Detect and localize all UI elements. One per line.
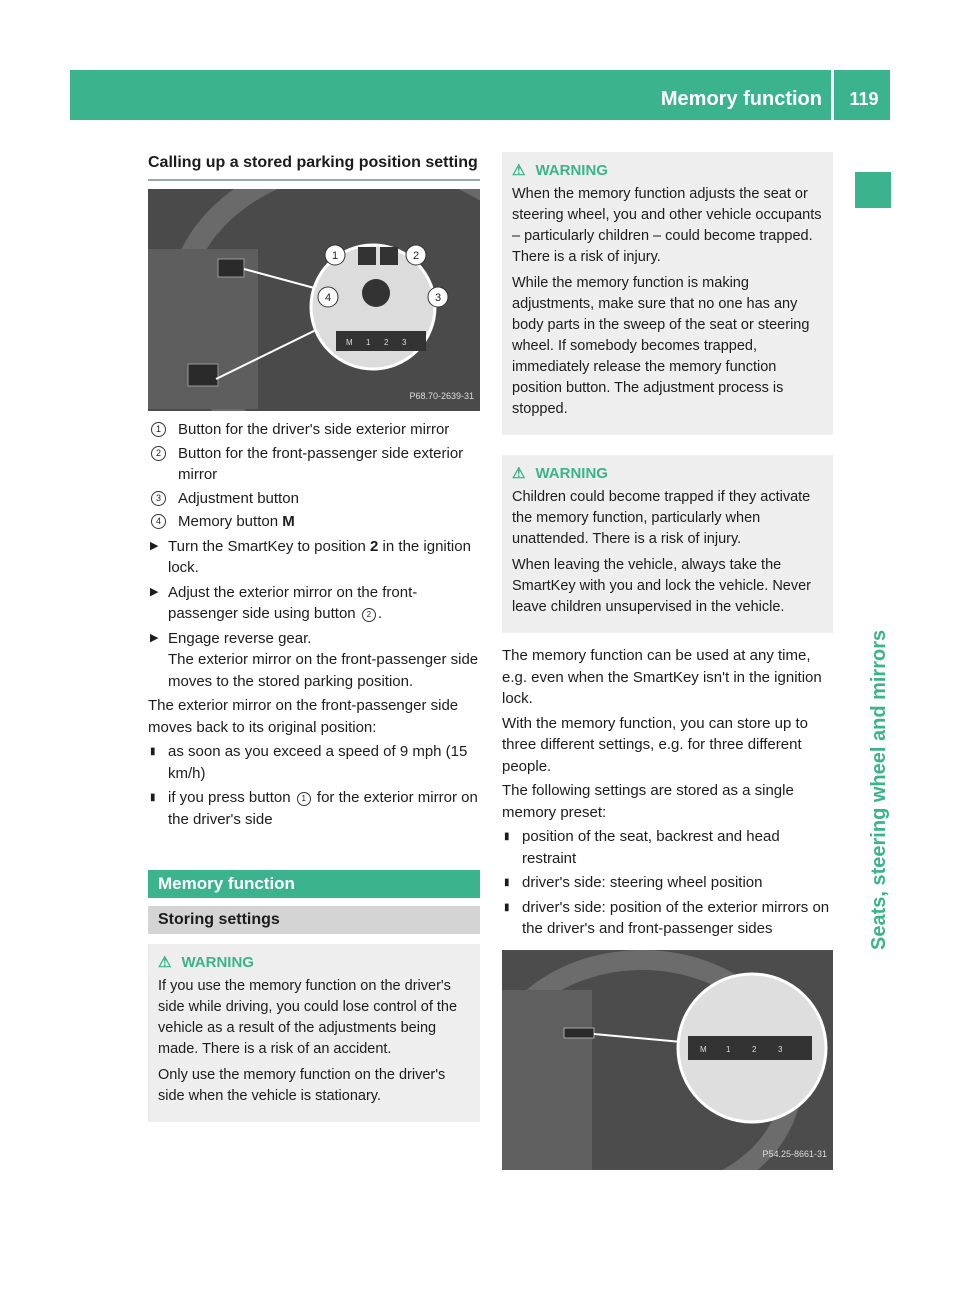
memory-key-3: 3 [778, 1044, 783, 1054]
callout-4: 4 [324, 292, 332, 304]
callout-3: 3 [434, 292, 442, 304]
step-arrow-icon: ▶ [150, 585, 159, 598]
list-item: ▮ position of the seat, backrest and head restraint [502, 826, 833, 869]
step-arrow-icon: ▶ [150, 539, 159, 552]
legend [148, 419, 480, 533]
mirror-controls-photo [148, 189, 480, 411]
warning-box: ⚠ WARNING Children could become trapped if they activate the memory function, particularly when unattended. There is a risk of injury. When leaving the vehicle, always take the SmartKey with you and lock the vehicle. Never leave children unsupervised in the vehicle. [502, 455, 833, 633]
bullet-icon: ▮ [150, 746, 156, 757]
legend-item: 4 Memory button M [148, 511, 480, 533]
list-item: ▮ if you press button 1 for the exterior mirror on the driver's side [148, 787, 480, 830]
bullet-icon: ▮ [504, 901, 510, 913]
step-arrow-icon: ▶ [150, 631, 159, 644]
memory-key-2: 2 [752, 1044, 757, 1054]
memory-key-2: 2 [384, 338, 389, 347]
warning-icon: ⚠ [512, 465, 526, 482]
memory-buttons-photo [502, 950, 833, 1170]
legend-item: 2 Button for the front-passenger side exterior mirror [148, 443, 480, 486]
warning-icon: ⚠ [512, 162, 526, 179]
paragraph: The exterior mirror on the front-passenger side moves back to its original position: [148, 697, 459, 736]
instruction-step: ▶ Engage reverse gear. The exterior mirror on the front-passenger side moves to the stored parking position. [148, 628, 480, 693]
callout-2: 2 [412, 250, 420, 262]
memory-key-m: M [700, 1044, 707, 1054]
image-code: P54.25-8661-31 [762, 1149, 827, 1159]
legend-item: 3 Adjustment button [148, 488, 480, 510]
page-number: 119 [849, 89, 879, 109]
warning-box: ⚠ WARNING If you use the memory function on the driver's side while driving, you could lose control of the vehicle as a result of the adjustments being made. There is a risk of an accident. Only use the memory function on the driver's side when the vehicle is stationary. [148, 944, 480, 1122]
section-title-bar: Memory function [148, 870, 480, 898]
memory-key-m: M [346, 338, 353, 347]
section-heading: Calling up a stored parking position setting [148, 152, 480, 181]
paragraph: With the memory function, you can store up to three different settings, e.g. for three different people. [502, 714, 808, 775]
bullet-icon: ▮ [150, 792, 156, 803]
mirror-controls-illustration [148, 189, 480, 411]
warning-box: ⚠ WARNING When the memory function adjusts the seat or steering wheel, you and other vehicle occupants – particularly children – could become trapped. There is a risk of injury. While the memory function is making adjustments, make sure that no one has any body parts in the sweep of the seat or steering wheel. If somebody becomes trapped, immediately release the memory function position button. The adjustment process is stopped. [502, 152, 833, 435]
paragraph: The following settings are stored as a single memory preset: [502, 782, 794, 821]
memory-key-1: 1 [726, 1044, 731, 1054]
image-code: P68.70-2639-31 [409, 390, 474, 401]
warning-icon: ⚠ [158, 954, 172, 971]
list-item: ▮ driver's side: position of the exterior mirrors on the driver's and front-passenger sides [502, 897, 833, 940]
memory-buttons-illustration [502, 950, 833, 1170]
callout-1: 1 [331, 250, 339, 262]
list-item: ▮ as soon as you exceed a speed of 9 mph (15 km/h) [148, 741, 480, 784]
subsection-title-bar: Storing settings [148, 906, 480, 934]
bullet-icon: ▮ [504, 877, 510, 888]
chapter-tab [855, 172, 891, 208]
legend-item: 1 Button for the driver's side exterior mirror [148, 419, 480, 441]
bullet-icon: ▮ [504, 831, 510, 842]
list-item: ▮ driver's side: steering wheel position [502, 872, 833, 894]
memory-key-3: 3 [402, 338, 407, 347]
chapter-title: Seats, steering wheel and mirrors [868, 629, 890, 950]
paragraph: The memory function can be used at any time, e.g. even when the SmartKey isn't in the ignition lock. [502, 647, 822, 707]
right-column [502, 152, 833, 1170]
memory-key-1: 1 [366, 338, 371, 347]
header-divider [831, 70, 834, 120]
instruction-step: ▶ Turn the SmartKey to position 2 in the ignition lock. [148, 536, 480, 579]
header-title: Memory function [660, 88, 822, 110]
instruction-step: ▶ Adjust the exterior mirror on the front-passenger side using button 2 . [148, 582, 480, 625]
left-column [148, 152, 480, 1122]
